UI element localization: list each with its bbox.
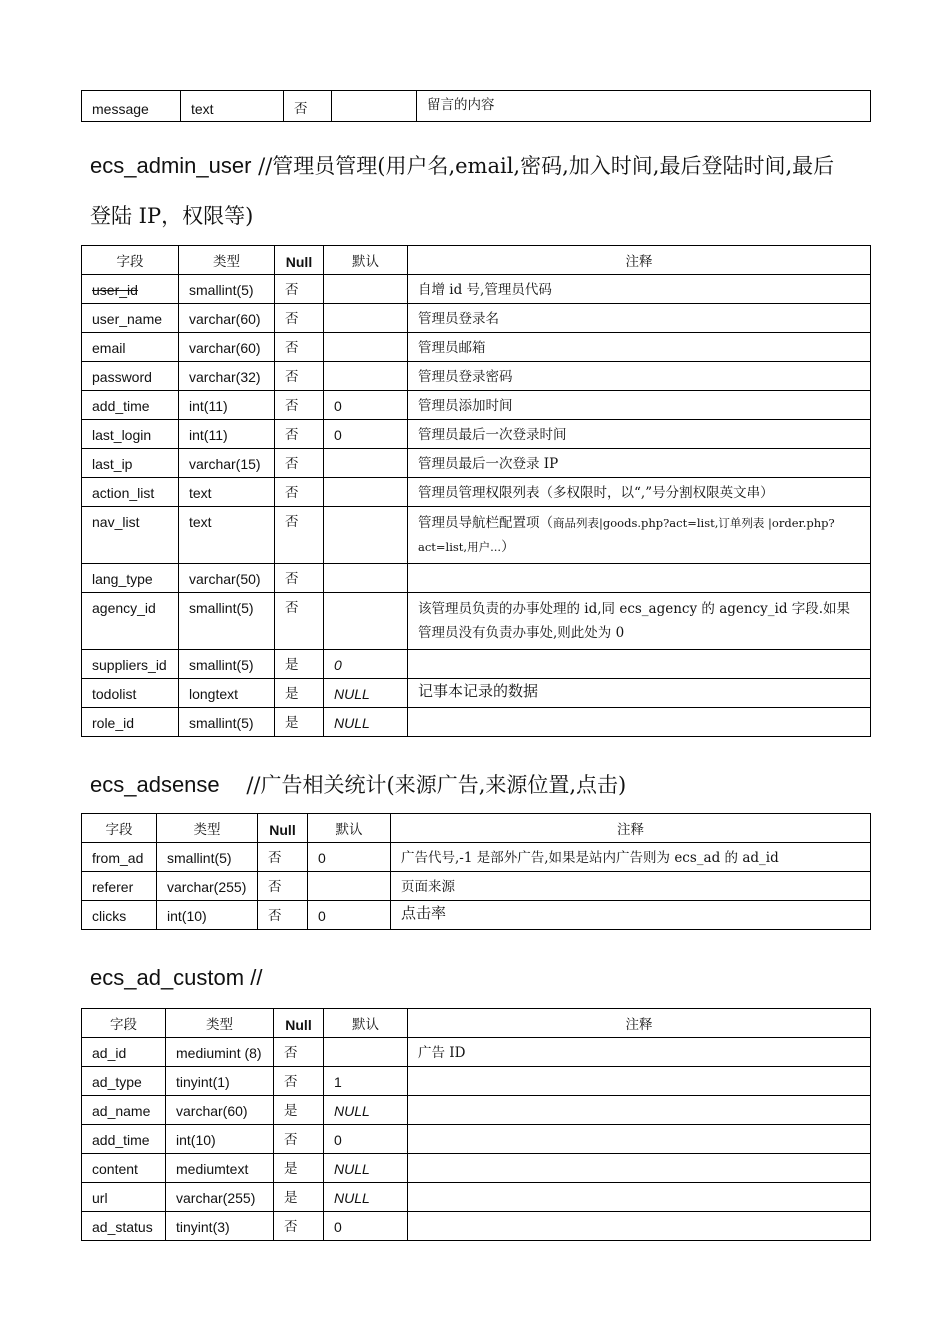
- note-cell: [408, 1154, 871, 1183]
- table-row: [82, 362, 871, 391]
- note-cell: 广告 ID: [408, 1038, 871, 1067]
- type-cell: varchar(255): [157, 872, 258, 901]
- type-cell: int(11): [179, 420, 275, 449]
- field-cell: referer: [82, 872, 157, 901]
- field-cell: message: [82, 91, 181, 122]
- default-cell: [324, 593, 408, 650]
- default-cell: [324, 564, 408, 593]
- note-cell: 管理员最后一次登录时间: [408, 420, 871, 449]
- header-type: 类型: [157, 814, 258, 843]
- table-row: [82, 1212, 871, 1241]
- default-cell: [308, 872, 391, 901]
- null-cell: 否: [275, 507, 324, 564]
- default-cell: 0: [324, 420, 408, 449]
- table-header-row: [82, 1009, 871, 1038]
- null-cell: 否: [274, 1067, 324, 1096]
- table-name: ecs_admin_user: [90, 153, 252, 178]
- null-cell: 否: [258, 901, 308, 930]
- null-cell: 否: [274, 1212, 324, 1241]
- default-cell: [324, 304, 408, 333]
- field-cell: clicks: [82, 901, 157, 930]
- header-note: 注释: [408, 1009, 871, 1038]
- type-cell: text: [179, 478, 275, 507]
- table-row: [82, 843, 871, 872]
- note-cell: [408, 650, 871, 679]
- field-cell: role_id: [82, 708, 179, 737]
- default-cell: [324, 507, 408, 564]
- table-row: [82, 872, 871, 901]
- table-row: [82, 1067, 871, 1096]
- table-row: [82, 1183, 871, 1212]
- note-cell: 留言的内容: [417, 91, 871, 122]
- table-row: [82, 478, 871, 507]
- null-cell: 否: [258, 872, 308, 901]
- type-cell: tinyint(1): [166, 1067, 274, 1096]
- type-cell: varchar(60): [179, 333, 275, 362]
- null-cell: 否: [275, 564, 324, 593]
- field-cell: todolist: [82, 679, 179, 708]
- table-comment: //管理员管理(用户名,email,密码,加入时间,最后登陆时间,最后: [251, 154, 835, 178]
- type-cell: varchar(50): [179, 564, 275, 593]
- table-comment: //广告相关统计(来源广告,来源位置,点击): [219, 773, 627, 797]
- table-row: [82, 708, 871, 737]
- type-cell: smallint(5): [179, 708, 275, 737]
- field-cell: user_name: [82, 304, 179, 333]
- null-cell: 否: [258, 843, 308, 872]
- note-cell: 页面来源: [391, 872, 871, 901]
- section-heading-adsense: [90, 760, 880, 810]
- note-cell: [408, 564, 871, 593]
- field-cell: from_ad: [82, 843, 157, 872]
- header-type: 类型: [179, 246, 275, 275]
- field-cell: action_list: [82, 478, 179, 507]
- table-header-row: [82, 814, 871, 843]
- section-heading-admin-user: [90, 141, 880, 241]
- table-row: [82, 593, 871, 650]
- note-cell: [408, 1183, 871, 1212]
- null-cell: 否: [275, 362, 324, 391]
- header-note: 注释: [391, 814, 871, 843]
- table-row: [82, 507, 871, 564]
- note-main: 管理员导航栏配置项（: [418, 515, 553, 531]
- field-cell: last_login: [82, 420, 179, 449]
- note-cell: 管理员添加时间: [408, 391, 871, 420]
- table-row: [82, 449, 871, 478]
- null-cell: 否: [275, 275, 324, 304]
- field-cell: ad_name: [82, 1096, 166, 1125]
- note-cell: [408, 1096, 871, 1125]
- default-cell: 1: [324, 1067, 408, 1096]
- null-cell: 是: [275, 708, 324, 737]
- table-row: [82, 304, 871, 333]
- admin-user-table: [81, 245, 871, 737]
- default-cell: 0: [324, 391, 408, 420]
- null-cell: 否: [275, 391, 324, 420]
- type-cell: text: [181, 91, 284, 122]
- section-heading-ad-custom: [90, 953, 880, 1003]
- table-row: [82, 1154, 871, 1183]
- header-type: 类型: [166, 1009, 274, 1038]
- field-cell: agency_id: [82, 593, 179, 650]
- type-cell: mediumtext: [166, 1154, 274, 1183]
- table-name: ecs_adsense: [90, 772, 220, 797]
- default-cell: 0: [324, 1212, 408, 1241]
- default-cell: [332, 91, 417, 122]
- message-table: [81, 90, 871, 122]
- note-cell: 自增 id 号,管理员代码: [408, 275, 871, 304]
- field-cell: last_ip: [82, 449, 179, 478]
- null-cell: 否: [274, 1125, 324, 1154]
- default-cell: 0: [308, 843, 391, 872]
- field-cell: suppliers_id: [82, 650, 179, 679]
- type-cell: int(11): [179, 391, 275, 420]
- type-cell: longtext: [179, 679, 275, 708]
- note-cell: 管理员最后一次登录 IP: [408, 449, 871, 478]
- table-name: ecs_ad_custom: [90, 965, 245, 990]
- header-field: 字段: [82, 1009, 166, 1038]
- field-cell: add_time: [82, 391, 179, 420]
- type-cell: int(10): [157, 901, 258, 930]
- adsense-table: [81, 813, 871, 930]
- null-cell: 是: [275, 650, 324, 679]
- field-cell: nav_list: [82, 507, 179, 564]
- null-cell: 是: [274, 1096, 324, 1125]
- field-cell: content: [82, 1154, 166, 1183]
- null-cell: 否: [275, 478, 324, 507]
- table-row: [82, 564, 871, 593]
- type-cell: varchar(255): [166, 1183, 274, 1212]
- table-comment-line2: 登陆 IP，权限等): [90, 204, 254, 228]
- null-cell: 是: [275, 679, 324, 708]
- default-cell: NULL: [324, 708, 408, 737]
- type-cell: mediumint (8): [166, 1038, 274, 1067]
- table-row: [82, 901, 871, 930]
- note-end: ）: [501, 539, 515, 555]
- header-field: 字段: [82, 814, 157, 843]
- header-default: 默认: [324, 246, 408, 275]
- null-cell: 否: [275, 593, 324, 650]
- type-cell: tinyint(3): [166, 1212, 274, 1241]
- default-cell: 0: [308, 901, 391, 930]
- note-cell: [408, 1212, 871, 1241]
- type-cell: smallint(5): [179, 275, 275, 304]
- null-cell: 否: [284, 91, 332, 122]
- table-row: [82, 650, 871, 679]
- type-cell: varchar(60): [179, 304, 275, 333]
- note-cell: [408, 507, 871, 564]
- table-row: [82, 91, 871, 122]
- field-cell: lang_type: [82, 564, 179, 593]
- default-cell: [324, 1038, 408, 1067]
- null-cell: 否: [275, 333, 324, 362]
- header-default: 默认: [324, 1009, 408, 1038]
- table-comment: //: [244, 965, 263, 990]
- table-row: [82, 1038, 871, 1067]
- field-cell: url: [82, 1183, 166, 1212]
- note-cell: 管理员邮箱: [408, 333, 871, 362]
- table-row: [82, 333, 871, 362]
- default-cell: [324, 275, 408, 304]
- note-cell: 管理员登录名: [408, 304, 871, 333]
- table-row: [82, 275, 871, 304]
- header-field: 字段: [82, 246, 179, 275]
- note-cell: 点击率: [391, 901, 871, 930]
- ad-custom-table: [81, 1008, 871, 1241]
- default-cell: 0: [324, 650, 408, 679]
- default-cell: NULL: [324, 1096, 408, 1125]
- null-cell: 否: [275, 449, 324, 478]
- note-cell: [408, 708, 871, 737]
- default-cell: 0: [324, 1125, 408, 1154]
- header-null: Null: [275, 246, 324, 275]
- field-cell: ad_id: [82, 1038, 166, 1067]
- note-cell: 广告代号,-1 是部外广告,如果是站内广告则为 ecs_ad 的 ad_id: [391, 843, 871, 872]
- table-row: [82, 420, 871, 449]
- null-cell: 否: [274, 1038, 324, 1067]
- default-cell: [324, 478, 408, 507]
- table-header-row: [82, 246, 871, 275]
- type-cell: smallint(5): [179, 593, 275, 650]
- header-note: 注释: [408, 246, 871, 275]
- field-cell: user_id: [82, 275, 179, 304]
- note-cell: 管理员登录密码: [408, 362, 871, 391]
- header-null: Null: [274, 1009, 324, 1038]
- null-cell: 否: [275, 304, 324, 333]
- note-detail: 商品列表|goods.php?act=list,订单列表 |order.php?act=list,用户...: [418, 516, 835, 554]
- field-cell: ad_status: [82, 1212, 166, 1241]
- note-cell: 该管理员负责的办事处理的 id,同 ecs_agency 的 agency_id 字段.如果管理员没有负责办事处,则此处为 0: [408, 593, 871, 650]
- header-null: Null: [258, 814, 308, 843]
- null-cell: 否: [275, 420, 324, 449]
- note-cell: [408, 1125, 871, 1154]
- type-cell: smallint(5): [157, 843, 258, 872]
- type-cell: varchar(15): [179, 449, 275, 478]
- table-row: [82, 1096, 871, 1125]
- null-cell: 是: [274, 1183, 324, 1212]
- table-row: [82, 1125, 871, 1154]
- note-cell: [408, 1067, 871, 1096]
- default-cell: [324, 333, 408, 362]
- table-row: [82, 679, 871, 708]
- default-cell: NULL: [324, 1183, 408, 1212]
- note-cell: 记事本记录的数据: [408, 679, 871, 708]
- type-cell: varchar(32): [179, 362, 275, 391]
- default-cell: [324, 362, 408, 391]
- field-cell: email: [82, 333, 179, 362]
- default-cell: NULL: [324, 1154, 408, 1183]
- table-row: [82, 391, 871, 420]
- type-cell: text: [179, 507, 275, 564]
- null-cell: 是: [274, 1154, 324, 1183]
- type-cell: varchar(60): [166, 1096, 274, 1125]
- default-cell: NULL: [324, 679, 408, 708]
- type-cell: smallint(5): [179, 650, 275, 679]
- field-cell: add_time: [82, 1125, 166, 1154]
- type-cell: int(10): [166, 1125, 274, 1154]
- default-cell: [324, 449, 408, 478]
- header-default: 默认: [308, 814, 391, 843]
- field-cell: ad_type: [82, 1067, 166, 1096]
- field-cell: password: [82, 362, 179, 391]
- note-cell: 管理员管理权限列表（多权限时，以“,”号分割权限英文串）: [408, 478, 871, 507]
